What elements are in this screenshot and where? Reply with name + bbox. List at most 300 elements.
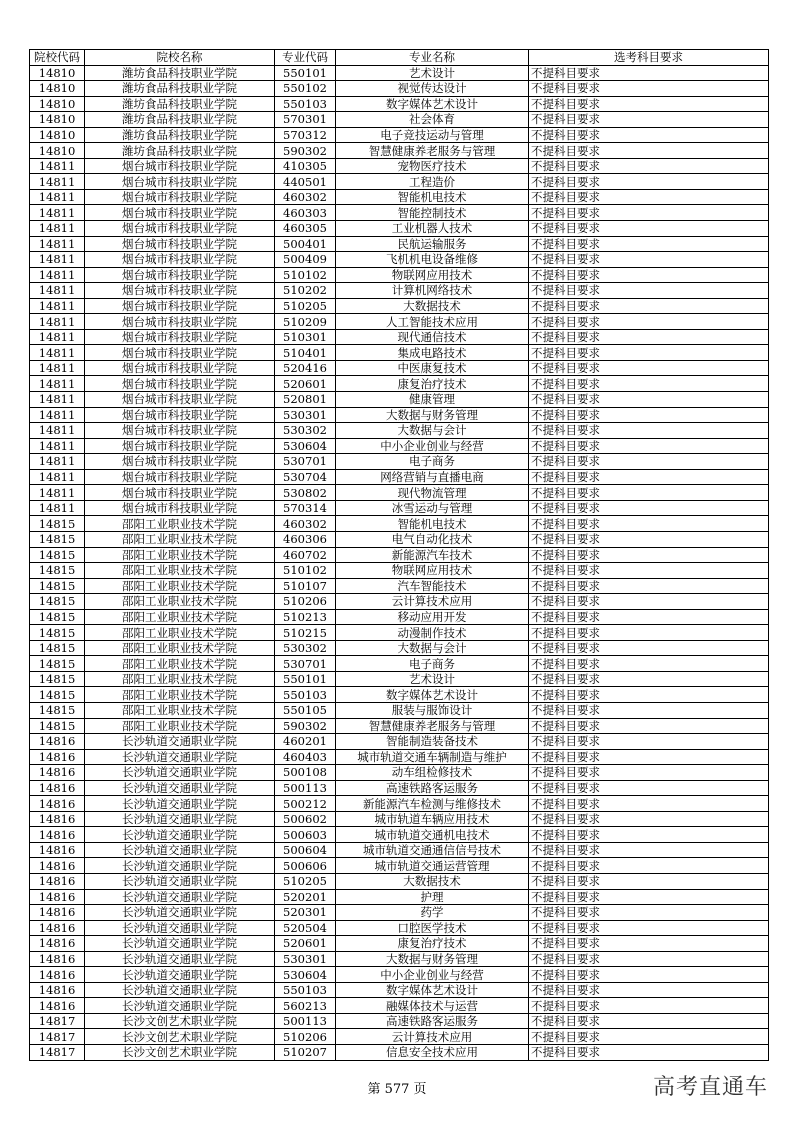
cell-school-code: 14811 [30,392,85,408]
cell-school-name: 烟台城市科技职业学院 [85,189,275,205]
cell-major-code: 460201 [275,734,336,750]
cell-major-code: 460302 [275,516,336,532]
table-row [30,345,769,361]
cell-school-name: 长沙轨道交通职业学院 [85,749,275,765]
cell-major-name: 城市轨道交通通信信号技术 [336,842,529,858]
cell-school-code: 14815 [30,687,85,703]
table-row [30,936,769,952]
cell-major-code: 500108 [275,765,336,781]
table-row [30,221,769,237]
cell-school-code: 14811 [30,174,85,190]
cell-subject-requirement: 不提科目要求 [529,345,769,361]
cell-school-name: 烟台城市科技职业学院 [85,469,275,485]
table-row [30,376,769,392]
cell-major-code: 510215 [275,625,336,641]
cell-major-code: 510102 [275,267,336,283]
cell-major-name: 中医康复技术 [336,360,529,376]
cell-major-code: 550105 [275,702,336,718]
table-row [30,656,769,672]
cell-subject-requirement: 不提科目要求 [529,283,769,299]
cell-subject-requirement: 不提科目要求 [529,594,769,610]
table-row [30,516,769,532]
cell-school-code: 14815 [30,671,85,687]
cell-major-name: 大数据与财务管理 [336,951,529,967]
cell-major-code: 510205 [275,298,336,314]
cell-school-code: 14815 [30,547,85,563]
cell-major-code: 520201 [275,889,336,905]
table-row [30,780,769,796]
table-row [30,967,769,983]
cell-major-code: 520504 [275,920,336,936]
cell-school-code: 14810 [30,112,85,128]
cell-major-code: 530302 [275,640,336,656]
cell-major-code: 570314 [275,500,336,516]
cell-school-name: 长沙文创艺术职业学院 [85,1029,275,1045]
cell-school-name: 烟台城市科技职业学院 [85,205,275,221]
cell-subject-requirement: 不提科目要求 [529,329,769,345]
cell-school-name: 邵阳工业职业技术学院 [85,531,275,547]
cell-major-name: 智能机电技术 [336,189,529,205]
cell-subject-requirement: 不提科目要求 [529,174,769,190]
cell-subject-requirement: 不提科目要求 [529,407,769,423]
cell-school-code: 14810 [30,143,85,159]
cell-major-code: 500602 [275,811,336,827]
cell-major-code: 530604 [275,438,336,454]
cell-major-name: 电气自动化技术 [336,531,529,547]
cell-subject-requirement: 不提科目要求 [529,982,769,998]
cell-school-name: 长沙轨道交通职业学院 [85,967,275,983]
cell-school-name: 长沙轨道交通职业学院 [85,936,275,952]
cell-school-name: 烟台城市科技职业学院 [85,485,275,501]
cell-school-code: 14816 [30,827,85,843]
table-row [30,158,769,174]
cell-school-name: 烟台城市科技职业学院 [85,392,275,408]
cell-major-code: 510206 [275,594,336,610]
cell-subject-requirement: 不提科目要求 [529,267,769,283]
cell-major-code: 510107 [275,578,336,594]
table-row [30,702,769,718]
cell-school-code: 14815 [30,594,85,610]
cell-school-code: 14811 [30,345,85,361]
cell-school-code: 14815 [30,625,85,641]
cell-school-name: 邵阳工业职业技术学院 [85,516,275,532]
cell-major-name: 视觉传达设计 [336,81,529,97]
cell-school-code: 14816 [30,734,85,750]
cell-school-name: 长沙轨道交通职业学院 [85,951,275,967]
cell-school-name: 潍坊食品科技职业学院 [85,81,275,97]
cell-school-code: 14811 [30,500,85,516]
table-row [30,407,769,423]
cell-subject-requirement: 不提科目要求 [529,671,769,687]
cell-major-code: 440501 [275,174,336,190]
header-major-code: 专业代码 [275,50,336,66]
cell-subject-requirement: 不提科目要求 [529,687,769,703]
cell-subject-requirement: 不提科目要求 [529,252,769,268]
cell-subject-requirement: 不提科目要求 [529,640,769,656]
cell-school-code: 14811 [30,469,85,485]
cell-subject-requirement: 不提科目要求 [529,500,769,516]
cell-major-name: 现代物流管理 [336,485,529,501]
cell-school-name: 长沙轨道交通职业学院 [85,998,275,1014]
table-row [30,640,769,656]
cell-subject-requirement: 不提科目要求 [529,951,769,967]
cell-major-code: 550101 [275,671,336,687]
cell-major-code: 590302 [275,143,336,159]
cell-major-name: 城市轨道车辆应用技术 [336,811,529,827]
cell-subject-requirement: 不提科目要求 [529,967,769,983]
table-row [30,920,769,936]
table-row [30,236,769,252]
cell-major-code: 560213 [275,998,336,1014]
cell-major-name: 艺术设计 [336,65,529,81]
cell-school-code: 14811 [30,423,85,439]
cell-major-name: 智能机电技术 [336,516,529,532]
cell-school-code: 14815 [30,702,85,718]
cell-school-code: 14811 [30,329,85,345]
cell-subject-requirement: 不提科目要求 [529,656,769,672]
cell-major-name: 高速铁路客运服务 [336,780,529,796]
cell-subject-requirement: 不提科目要求 [529,749,769,765]
cell-school-name: 长沙文创艺术职业学院 [85,1013,275,1029]
cell-major-code: 460302 [275,189,336,205]
cell-school-code: 14811 [30,236,85,252]
cell-subject-requirement: 不提科目要求 [529,189,769,205]
cell-school-code: 14810 [30,81,85,97]
cell-school-code: 14811 [30,158,85,174]
cell-major-code: 530701 [275,454,336,470]
cell-major-name: 社会体育 [336,112,529,128]
cell-subject-requirement: 不提科目要求 [529,702,769,718]
cell-major-name: 健康管理 [336,392,529,408]
cell-school-name: 邵阳工业职业技术学院 [85,609,275,625]
cell-major-code: 460306 [275,531,336,547]
table-row [30,469,769,485]
cell-major-name: 汽车智能技术 [336,578,529,594]
cell-school-name: 烟台城市科技职业学院 [85,314,275,330]
cell-major-code: 520801 [275,392,336,408]
cell-school-name: 烟台城市科技职业学院 [85,376,275,392]
cell-major-name: 智能控制技术 [336,205,529,221]
cell-school-code: 14811 [30,485,85,501]
cell-major-code: 510102 [275,563,336,579]
cell-school-name: 潍坊食品科技职业学院 [85,65,275,81]
cell-subject-requirement: 不提科目要求 [529,1045,769,1061]
cell-major-code: 590302 [275,718,336,734]
table-row [30,547,769,563]
cell-school-code: 14815 [30,718,85,734]
cell-major-code: 550102 [275,81,336,97]
cell-school-name: 烟台城市科技职业学院 [85,158,275,174]
table-row [30,392,769,408]
table-row [30,283,769,299]
cell-school-name: 烟台城市科技职业学院 [85,438,275,454]
cell-school-code: 14816 [30,905,85,921]
cell-subject-requirement: 不提科目要求 [529,360,769,376]
cell-subject-requirement: 不提科目要求 [529,811,769,827]
cell-subject-requirement: 不提科目要求 [529,298,769,314]
cell-subject-requirement: 不提科目要求 [529,65,769,81]
cell-major-name: 数字媒体艺术设计 [336,982,529,998]
cell-school-name: 长沙轨道交通职业学院 [85,734,275,750]
table-row [30,360,769,376]
cell-school-name: 潍坊食品科技职业学院 [85,112,275,128]
table-row [30,298,769,314]
table-row [30,749,769,765]
cell-major-code: 460702 [275,547,336,563]
cell-major-name: 冰雪运动与管理 [336,500,529,516]
cell-major-name: 云计算技术应用 [336,594,529,610]
cell-major-code: 570312 [275,127,336,143]
cell-major-name: 融媒体技术与运营 [336,998,529,1014]
table-row [30,81,769,97]
cell-school-name: 邵阳工业职业技术学院 [85,640,275,656]
cell-school-code: 14817 [30,1013,85,1029]
table-row [30,718,769,734]
cell-school-name: 邵阳工业职业技术学院 [85,718,275,734]
table-row [30,205,769,221]
cell-school-name: 烟台城市科技职业学院 [85,298,275,314]
cell-school-code: 14816 [30,920,85,936]
cell-subject-requirement: 不提科目要求 [529,392,769,408]
cell-subject-requirement: 不提科目要求 [529,827,769,843]
cell-major-name: 大数据与财务管理 [336,407,529,423]
cell-major-name: 大数据与会计 [336,640,529,656]
cell-school-code: 14810 [30,96,85,112]
cell-school-code: 14811 [30,454,85,470]
table-row [30,252,769,268]
table-row [30,1029,769,1045]
cell-major-code: 520601 [275,936,336,952]
cell-subject-requirement: 不提科目要求 [529,873,769,889]
cell-school-name: 长沙轨道交通职业学院 [85,842,275,858]
cell-major-code: 510202 [275,283,336,299]
cell-major-code: 500113 [275,780,336,796]
table-row [30,65,769,81]
cell-school-code: 14810 [30,127,85,143]
table-row [30,267,769,283]
table-row [30,982,769,998]
table-row [30,423,769,439]
table-row [30,438,769,454]
cell-major-name: 大数据技术 [336,873,529,889]
cell-major-name: 物联网应用技术 [336,267,529,283]
cell-school-name: 烟台城市科技职业学院 [85,174,275,190]
cell-subject-requirement: 不提科目要求 [529,780,769,796]
table-row [30,531,769,547]
cell-major-code: 510207 [275,1045,336,1061]
table-row [30,609,769,625]
cell-major-name: 中小企业创业与经营 [336,438,529,454]
cell-school-name: 长沙轨道交通职业学院 [85,920,275,936]
table-row [30,671,769,687]
cell-school-name: 长沙轨道交通职业学院 [85,811,275,827]
cell-major-name: 数字媒体艺术设计 [336,96,529,112]
cell-subject-requirement: 不提科目要求 [529,905,769,921]
cell-school-code: 14816 [30,998,85,1014]
cell-major-name: 工程造价 [336,174,529,190]
cell-school-code: 14815 [30,563,85,579]
cell-school-name: 长沙轨道交通职业学院 [85,796,275,812]
cell-major-code: 500604 [275,842,336,858]
cell-major-code: 520601 [275,376,336,392]
cell-major-code: 530301 [275,951,336,967]
cell-subject-requirement: 不提科目要求 [529,96,769,112]
cell-major-name: 工业机器人技术 [336,221,529,237]
table-row [30,563,769,579]
cell-subject-requirement: 不提科目要求 [529,734,769,750]
cell-school-code: 14816 [30,858,85,874]
header-major-name: 专业名称 [336,50,529,66]
cell-school-name: 烟台城市科技职业学院 [85,329,275,345]
cell-school-name: 长沙轨道交通职业学院 [85,858,275,874]
cell-school-name: 邵阳工业职业技术学院 [85,547,275,563]
cell-school-name: 邵阳工业职业技术学院 [85,563,275,579]
cell-major-code: 510205 [275,873,336,889]
cell-subject-requirement: 不提科目要求 [529,454,769,470]
cell-school-name: 烟台城市科技职业学院 [85,283,275,299]
header-school-name: 院校名称 [85,50,275,66]
cell-subject-requirement: 不提科目要求 [529,842,769,858]
table-row [30,734,769,750]
table-row [30,96,769,112]
cell-major-name: 药学 [336,905,529,921]
cell-subject-requirement: 不提科目要求 [529,438,769,454]
cell-subject-requirement: 不提科目要求 [529,112,769,128]
table-row [30,951,769,967]
cell-school-code: 14811 [30,360,85,376]
cell-major-code: 460303 [275,205,336,221]
cell-school-name: 长沙轨道交通职业学院 [85,765,275,781]
table-row [30,485,769,501]
table-row [30,625,769,641]
cell-major-code: 410305 [275,158,336,174]
cell-school-code: 14817 [30,1045,85,1061]
cell-subject-requirement: 不提科目要求 [529,469,769,485]
table-row [30,873,769,889]
cell-subject-requirement: 不提科目要求 [529,1013,769,1029]
cell-subject-requirement: 不提科目要求 [529,127,769,143]
cell-school-code: 14816 [30,951,85,967]
table-row [30,143,769,159]
cell-major-name: 动漫制作技术 [336,625,529,641]
cell-school-name: 烟台城市科技职业学院 [85,454,275,470]
cell-subject-requirement: 不提科目要求 [529,376,769,392]
cell-subject-requirement: 不提科目要求 [529,998,769,1014]
cell-major-name: 服装与服饰设计 [336,702,529,718]
cell-school-name: 烟台城市科技职业学院 [85,221,275,237]
table-row [30,811,769,827]
cell-subject-requirement: 不提科目要求 [529,205,769,221]
cell-school-code: 14811 [30,298,85,314]
cell-major-name: 电子商务 [336,454,529,470]
cell-school-name: 邵阳工业职业技术学院 [85,702,275,718]
cell-major-name: 新能源汽车技术 [336,547,529,563]
cell-major-name: 护理 [336,889,529,905]
cell-school-name: 烟台城市科技职业学院 [85,236,275,252]
cell-school-name: 长沙轨道交通职业学院 [85,905,275,921]
cell-subject-requirement: 不提科目要求 [529,578,769,594]
table-header-row [30,50,769,66]
table-row [30,687,769,703]
cell-school-code: 14815 [30,609,85,625]
cell-school-code: 14815 [30,516,85,532]
cell-school-name: 邵阳工业职业技术学院 [85,671,275,687]
cell-subject-requirement: 不提科目要求 [529,920,769,936]
table-row [30,329,769,345]
cell-major-name: 康复治疗技术 [336,376,529,392]
cell-subject-requirement: 不提科目要求 [529,796,769,812]
cell-school-name: 烟台城市科技职业学院 [85,360,275,376]
cell-major-name: 城市轨道交通运营管理 [336,858,529,874]
cell-major-code: 460403 [275,749,336,765]
cell-major-name: 城市轨道交通机电技术 [336,827,529,843]
cell-major-name: 网络营销与直播电商 [336,469,529,485]
cell-major-name: 计算机网络技术 [336,283,529,299]
cell-major-name: 中小企业创业与经营 [336,967,529,983]
cell-school-name: 潍坊食品科技职业学院 [85,96,275,112]
cell-school-code: 14811 [30,252,85,268]
cell-school-code: 14816 [30,811,85,827]
table-row [30,314,769,330]
cell-school-code: 14811 [30,205,85,221]
cell-major-code: 530701 [275,656,336,672]
table-row [30,1013,769,1029]
header-school-code: 院校代码 [30,50,85,66]
cell-subject-requirement: 不提科目要求 [529,158,769,174]
cell-major-name: 城市轨道交通车辆制造与维护 [336,749,529,765]
cell-major-name: 康复治疗技术 [336,936,529,952]
cell-major-name: 高速铁路客运服务 [336,1013,529,1029]
cell-school-code: 14815 [30,531,85,547]
page-number: 第 577 页 [367,1082,427,1097]
cell-major-name: 云计算技术应用 [336,1029,529,1045]
cell-school-code: 14816 [30,842,85,858]
cell-major-name: 动车组检修技术 [336,765,529,781]
cell-subject-requirement: 不提科目要求 [529,1029,769,1045]
cell-school-name: 长沙文创艺术职业学院 [85,1045,275,1061]
cell-subject-requirement: 不提科目要求 [529,858,769,874]
cell-school-code: 14816 [30,873,85,889]
cell-school-name: 长沙轨道交通职业学院 [85,873,275,889]
cell-school-code: 14810 [30,65,85,81]
cell-school-name: 长沙轨道交通职业学院 [85,827,275,843]
cell-school-code: 14816 [30,765,85,781]
table-row [30,1045,769,1061]
cell-school-code: 14811 [30,407,85,423]
cell-subject-requirement: 不提科目要求 [529,936,769,952]
cell-school-name: 烟台城市科技职业学院 [85,407,275,423]
table-row [30,998,769,1014]
cell-subject-requirement: 不提科目要求 [529,765,769,781]
cell-school-name: 烟台城市科技职业学院 [85,423,275,439]
cell-school-code: 14811 [30,376,85,392]
cell-school-code: 14811 [30,283,85,299]
cell-major-name: 新能源汽车检测与维修技术 [336,796,529,812]
cell-major-code: 510213 [275,609,336,625]
cell-major-name: 人工智能技术应用 [336,314,529,330]
brand-logo-text: 高考直通车 [652,1075,768,1100]
cell-school-code: 14815 [30,640,85,656]
cell-major-code: 510401 [275,345,336,361]
cell-school-name: 邵阳工业职业技术学院 [85,625,275,641]
cell-major-code: 530704 [275,469,336,485]
cell-school-name: 潍坊食品科技职业学院 [85,143,275,159]
cell-school-code: 14816 [30,780,85,796]
table-row [30,827,769,843]
cell-school-code: 14816 [30,967,85,983]
admission-table [29,49,769,1061]
cell-school-name: 长沙轨道交通职业学院 [85,889,275,905]
